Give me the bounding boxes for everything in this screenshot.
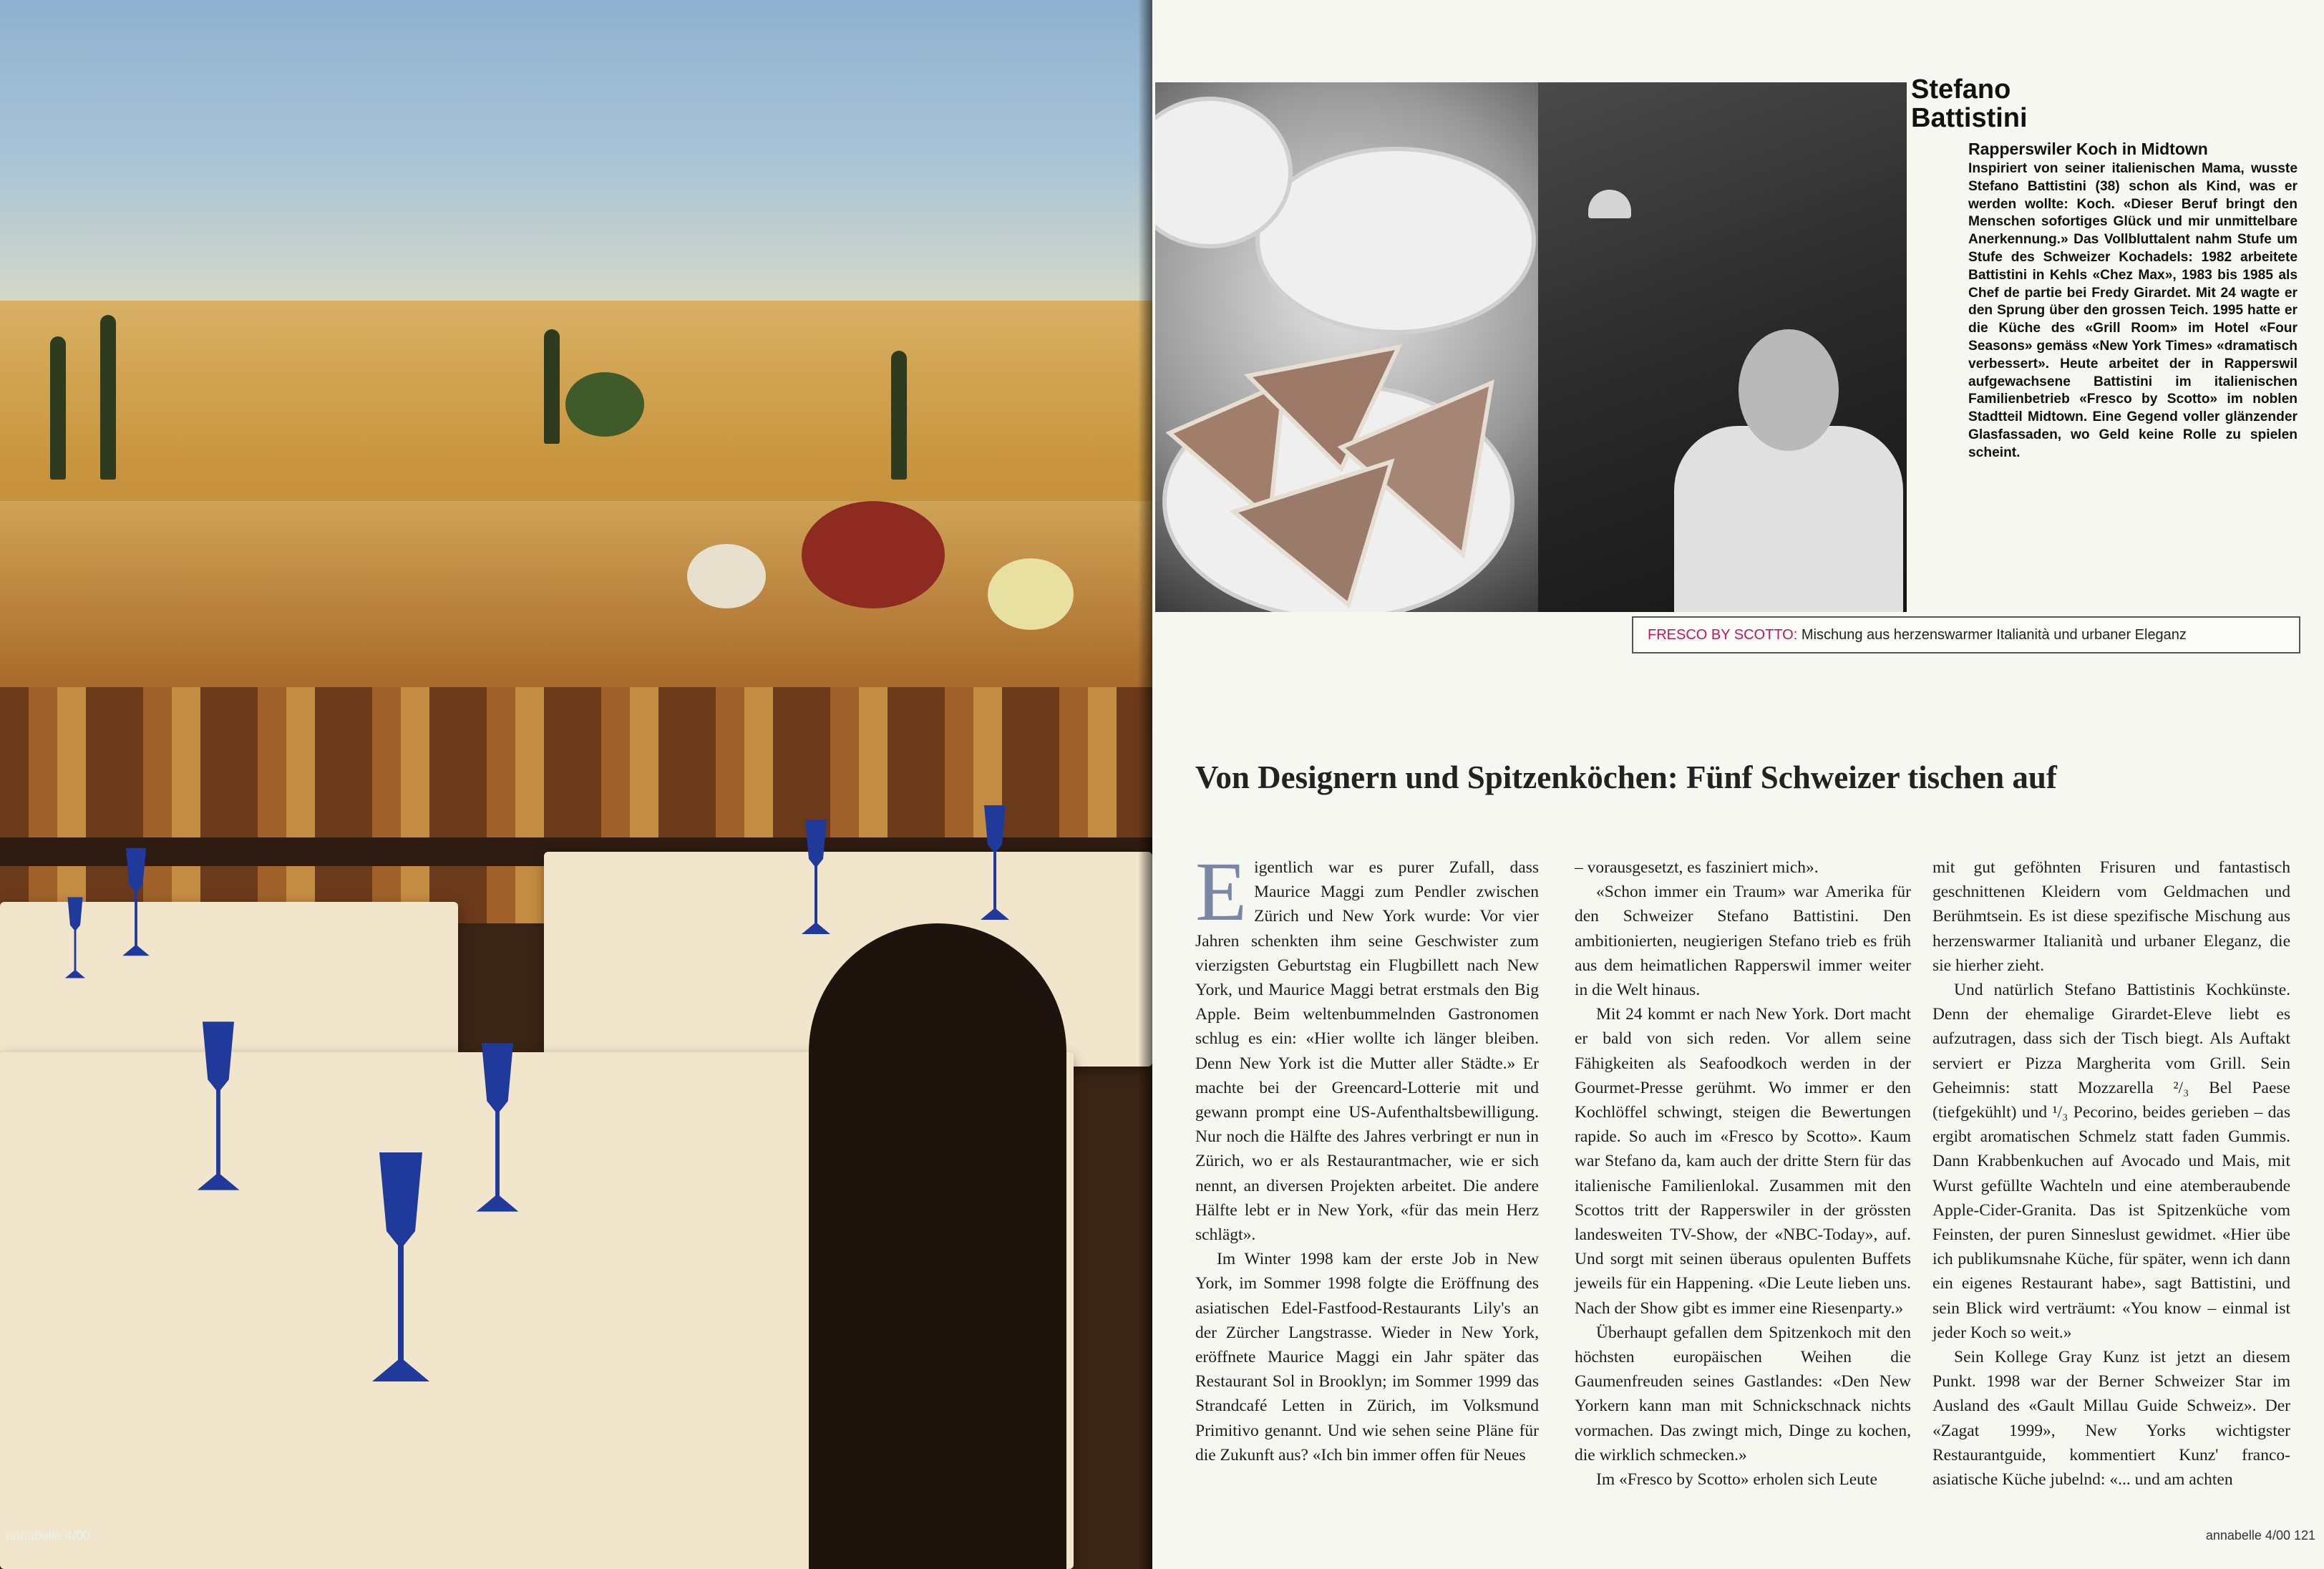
paragraph: Sein Kollege Gray Kunz ist jetzt an diesem Punkt. 1998 war der Berner Schweizer Star im Ausland des «Gault Millau Guide Schweiz». Der «Zagat 1999», New Yorks wichtigster Restaurantguide, kommentiert Kunz' franco-asiatische Küche jubelnd: «... und am achten <box>1932 1348 2290 1490</box>
paragraph: Überhaupt gefallen dem Spitzenkoch mit den höchsten europäischen Weihen die Gaumenfreuden seines Gastlandes: «Den New Yorkern kann man mit Schnickschnack nichts vormachen. Das zwingt mich, Dinge zu kochen, die wirklich schmecken.» <box>1575 1323 1911 1464</box>
article-column-3 <box>1932 855 2290 1492</box>
restaurant-photo <box>0 0 1152 1569</box>
chair-back <box>809 923 1066 1569</box>
paragraph: Mit 24 kommt er nach New York. Dort macht er bald von sich reden. Vor allem seine Fähigkeiten als Seafoodkoch werden in der Gourmet-Presse gerühmt. Wo immer er den Kochlöffel schwingt, steigen die Bewertungen rapide. So auch im «Fresco by Scotto». Kaum war Stefano da, kam auch der dritte Stern für das italienische Familienlokal. Zusammen mit den Scottos tritt der Rapperswiler in der grössten landesweiten TV-Show, der «NBC-Today», auf. Und sorgt mit seinen überaus opulenten Buffets jeweils für ein Happening. «Die Leute lieben uns. Nach der Show gibt es immer eine Riesenparty.» <box>1575 1005 1911 1318</box>
blue-glass <box>115 845 157 959</box>
folio-right: annabelle 4/00 121 <box>2205 1528 2315 1543</box>
mural-fruit-basket <box>802 501 945 608</box>
blue-glass <box>186 1016 251 1195</box>
blue-glass <box>465 1038 530 1217</box>
mural-table <box>0 501 1152 687</box>
article-column-2 <box>1575 855 1911 1492</box>
caption-tag: FRESCO BY SCOTTO: <box>1648 627 1798 643</box>
mural-cauliflower <box>687 544 766 608</box>
article-headline: Von Designern und Spitzenköchen: Fünf Schweizer tischen auf <box>1195 759 2057 795</box>
chef-coat <box>1674 426 1903 612</box>
profile-name-first: Stefano <box>1911 74 2011 105</box>
chef-portrait <box>1538 82 1907 612</box>
blue-glass <box>973 802 1016 923</box>
food-photo <box>1155 82 1538 612</box>
ceiling-lamp <box>1588 190 1631 218</box>
profile-name-last: Battistini <box>1911 103 2028 133</box>
blue-glass <box>794 816 837 938</box>
paragraph-text: igentlich war es purer Zufall, dass Maurice Maggi zum Pendler zwischen Zürich und New York wurde: Vor vier Jahren schenkten ihm seine Geschwister zum vierzigsten Geburtstag ein Flugbillett nach New York, und Maurice Maggi betrat erstmals den Big Apple. Beim weltenbummelnden Gastronomen schlug es ein: «Hier wollte ich länger bleiben. Denn New York ist die Mutter aller Städte.» Er machte bei der Greencard-Lotterie mit und gewann prompt eine US-Aufenthaltsbewilligung. Nur noch die Hälfte des Jahres verbringt er nun in Zürich, wo er als Restaurantmacher, wie er sich nennt, an diversen Projekten arbeitet. Die andere Hälfte lebt er in New York, «für das mein Herz schlägt». <box>1195 858 1539 1245</box>
profile-body: Inspiriert von seiner italienischen Mama, wusste Stefano Battistini (38) schon als Kind, was er werden wollte: Koch. «Dieser Beruf bringt den Menschen sofortiges Glück und mir unmittelbare Anerkennung.» Das Vollbluttalent nahm Stufe um Stufe des Schweizer Kochadels: 1982 arbeitete Battistini in Kehls «Chez Max», 1983 bis 1985 als Chef de partie bei Fredy Girardet. Mit 24 wagte er den Sprung über den grossen Teich. 1995 hatte er die Küche des «Grill Room» im Hotel «Four Seasons» gemäss «New York Times» «dramatisch verbessert». Heute arbeitet der in Rapperswil aufgewachsene Battistini im italienischen Familienbetrieb «Fresco by Scotto» im noblen Stadtteil Midtown. Eine Gegend voller glänzender Glasfassaden, wo Geld keine Rolle zu spielen scheint. <box>1968 161 2298 460</box>
drop-cap: E <box>1195 845 1248 938</box>
paragraph: – vorausgesetzt, es fasziniert mich». <box>1575 858 1819 877</box>
folio-left: annabelle 4/00 <box>6 1528 91 1543</box>
mural-cypress <box>50 336 66 480</box>
mural-cypress <box>100 315 116 480</box>
mural-cypress <box>544 329 560 444</box>
blue-glass <box>50 895 100 981</box>
blue-glass <box>358 1145 444 1389</box>
paragraph: Im Winter 1998 kam der erste Job in New York, im Sommer 1998 folgte die Eröffnung des asiatischen Edel-Fastfood-Restaurants Lily's an der Zürcher Langstrasse. Wieder in New York, eröffnete Maurice Maggi ein Jahr später das Restaurant Sol in Brooklyn; im Sommer 1999 das Strandcafé Letten in Zürich, im Volksmund Primitivo genannt. Und wie sehen seine Pläne für die Zukunft aus? «Ich bin immer offen für Neues <box>1195 1250 1539 1464</box>
chef-head <box>1739 329 1839 451</box>
mural-cypress <box>891 351 907 480</box>
paragraph: «Schon immer ein Traum» war Amerika für den Schweizer Stefano Battistini. Den ambitionierten, neugierigen Stefano trieb es früh aus dem heimatlichen Rapperswil immer weiter in die Welt hinaus. <box>1575 883 1911 1000</box>
profile-sidebar <box>1911 75 2298 462</box>
pizza-slices <box>1162 340 1499 612</box>
profile-kicker: Rapperswiler Koch in Midtown <box>1968 140 2208 158</box>
mural-grapes <box>988 558 1074 630</box>
paragraph: mit gut geföhnten Frisuren und fantastisch geschnittenen Kleidern vom Geldmachen und Berühmtsein. Es ist diese spezifische Mischung aus herzenswarmer Italianità und urbaner Eleganz, die sie hierher zieht. <box>1932 858 2290 975</box>
photo-caption <box>1632 616 2300 654</box>
article-column-1 <box>1195 845 1539 1467</box>
paragraph: Und natürlich Stefano Battistinis Kochkünste. Denn der ehemalige Girardet-Eleve liebt es aufzutragen, dass sich der Tisch biegt. Als Auftakt serviert er Pizza Margherita vom Grill. Sein Geheimnis: statt Mozzarella ²/₃ Bel Paese (tiefgekühlt) und ¹/₃ Pecorino, beides gerieben – das ergibt aromatischen Schmelz statt faden Gummis. Dann Krabbenkuchen auf Avocado und Mais, mit Wurst gefüllte Wachteln und eine atemberaubende Apple-Cider-Granita. Das ist Spitzenküche vom Feinsten, der puren Sinneslust gewidmet. «Hier übe ich publikumsnahe Küche, für später, wenn ich dann ein eigenes Restaurant habe», sagt Battistini, und sein Blick wird verträumt: «You know – einmal ist jeder Koch so weit.» <box>1932 981 2290 1342</box>
mural-melon <box>565 372 644 437</box>
paragraph <box>1195 845 1539 1247</box>
caption-text: Mischung aus herzenswarmer Italianità und urbaner Eleganz <box>1797 627 2187 643</box>
paragraph: Im «Fresco by Scotto» erholen sich Leute <box>1596 1470 1877 1490</box>
article-page <box>1152 0 2324 1569</box>
plate <box>1255 147 1536 334</box>
